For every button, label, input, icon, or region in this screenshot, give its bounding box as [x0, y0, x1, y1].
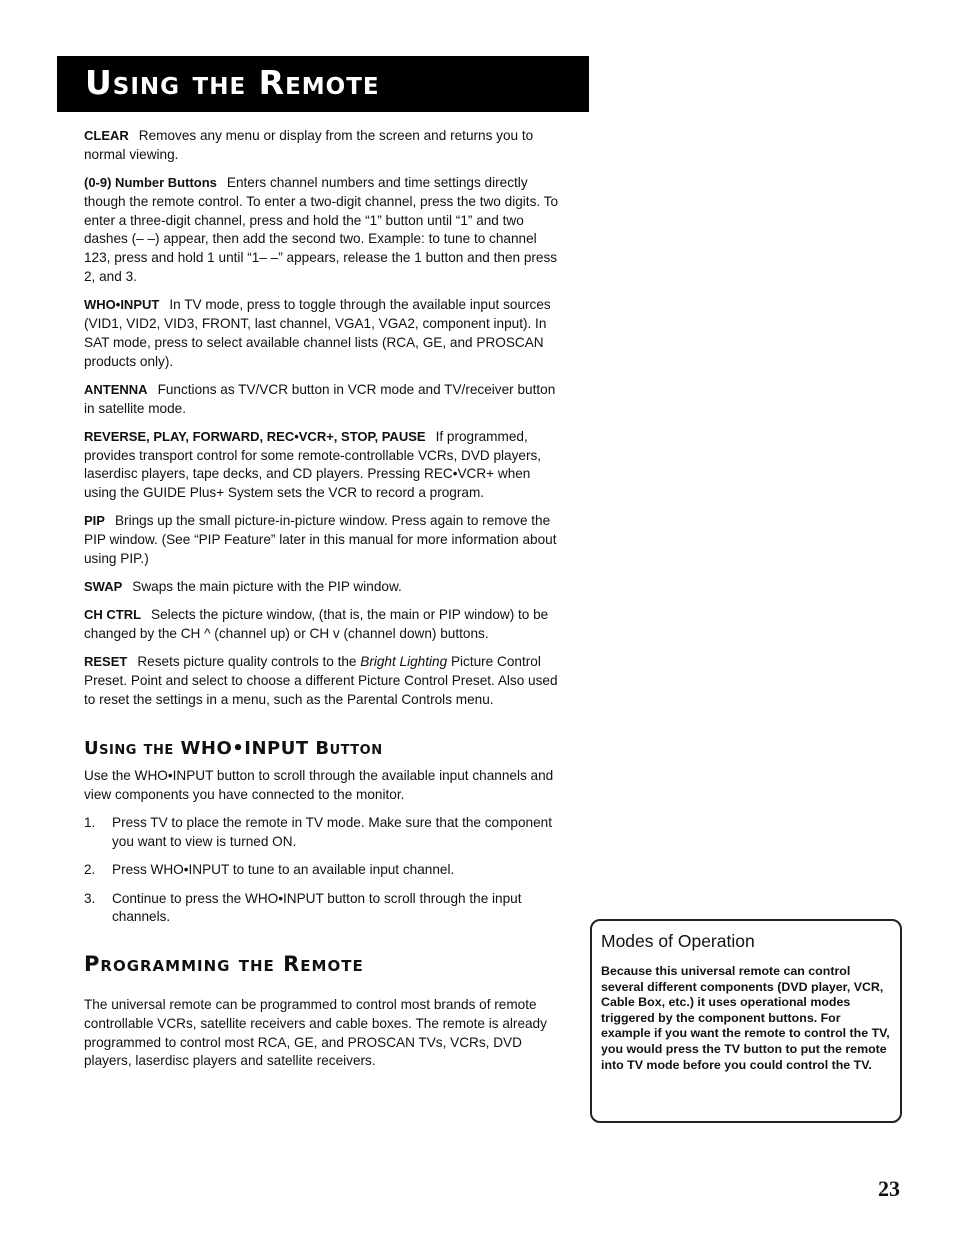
definition-term: SWAP	[84, 579, 123, 595]
definition-desc: Enters channel numbers and time settings directly though the remote control. To enter a two-digit channel, press the two digits. To enter a three-digit channel, press and hold the “1” button until “1” and two dashes (– –) appear, then add the second two. Example: to tune to channel 123, press and hold 1 until “1– –” appears, release the 1 button and then press 2, and 3.	[84, 174, 559, 284]
definition-transport	[84, 428, 566, 503]
programming-body: The universal remote can be programmed to control most brands of remote controllable VCRs, satellite receivers and cable boxes. The remote is already programmed to control most RCA, GE, and PROSCAN TVs, VCRs, DVD players, laserdisc players and satellite receivers.	[84, 996, 547, 1069]
list-item	[84, 814, 566, 852]
page-number: 23	[878, 1176, 900, 1201]
definition-desc: Selects the picture window, (that is, the main or PIP window) to be changed by the CH ^ (channel up) or CH v (channel down) buttons.	[84, 607, 549, 642]
definition-term: REVERSE, PLAY, FORWARD, REC•VCR+, STOP, PAUSE	[84, 428, 426, 444]
step-text: Press WHO•INPUT to tune to an available input channel.	[112, 862, 455, 878]
sidebar-body: Because this universal remote can control several different components (DVD player, VCR, Cable Box, etc.) it uses operational modes triggered by the component buttons. For example if you want the remote to control the TV, you would press the TV button to put the remote into TV mode before you could control the TV.	[601, 964, 890, 1072]
step-number: 3.	[84, 890, 96, 906]
definition-term: PIP	[84, 513, 105, 529]
definition-term: (0-9) Number Buttons	[84, 174, 217, 190]
modes-of-operation-box	[590, 919, 902, 1123]
definition-ch-ctrl	[84, 606, 566, 644]
who-input-section-heading: Using the WHO•INPUT Button	[84, 737, 383, 759]
page-header-bar	[57, 56, 589, 112]
programming-section-heading: Programming the Remote	[84, 952, 364, 977]
definition-desc: Removes any menu or display from the screen and returns you to normal viewing.	[84, 128, 534, 162]
definition-desc: Brings up the small picture-in-picture window. Press again to remove the PIP window. (See “PIP Feature” later in this manual for more information about using PIP.)	[84, 513, 557, 566]
who-input-intro: Use the WHO•INPUT button to scroll through the available input channels and view components you have connected to the monitor.	[84, 768, 554, 803]
definition-number-buttons	[84, 174, 566, 287]
step-text: Press TV to place the remote in TV mode. Make sure that the component you want to view is turned ON.	[112, 815, 553, 850]
definition-reset	[84, 653, 566, 709]
definition-desc: Swaps the main picture with the PIP window.	[132, 579, 402, 595]
definition-swap	[84, 578, 566, 597]
definition-desc-after: Picture Control Preset. Point and select to choose a different Picture Control Preset. Also used to reset the settings in a menu, such as the Parental Controls menu.	[84, 654, 558, 707]
list-item	[84, 861, 566, 880]
page-title: Using the Remote	[85, 63, 380, 102]
definition-term: RESET	[84, 654, 128, 670]
definition-term: CH CTRL	[84, 607, 142, 623]
definition-desc: If programmed, provides transport control for some remote-controllable VCRs, DVD players, laserdisc players, tape decks, and CD players. Pressing REC•VCR+ when using the GUIDE Plus+ System sets the VCR to record a program.	[84, 428, 542, 501]
step-number: 2.	[84, 862, 96, 878]
definition-pip	[84, 512, 566, 568]
sidebar-title: Modes of Operation	[601, 931, 755, 951]
definition-term: CLEAR	[84, 128, 129, 143]
definition-antenna	[84, 381, 566, 419]
main-column	[84, 127, 566, 1081]
definition-desc: Functions as TV/VCR button in VCR mode and TV/receiver button in satellite mode.	[84, 381, 556, 416]
definition-who-input	[84, 296, 566, 371]
definition-desc: In TV mode, press to toggle through the available input sources (VID1, VID2, VID3, FRONT, last channel, VGA1, VGA2, component input). In SAT mode, press to select available channel lists (RCA, GE, and PROSCAN products only).	[84, 297, 551, 369]
step-number: 1.	[84, 815, 96, 831]
definition-desc-before: Resets picture quality controls to the	[137, 654, 357, 670]
who-input-steps	[84, 814, 566, 927]
step-text: Continue to press the WHO•INPUT button to scroll through the input channels.	[112, 890, 522, 925]
definition-clear	[84, 127, 566, 165]
definition-term: WHO•INPUT	[84, 297, 160, 313]
definition-desc-italic: Bright Lighting	[360, 654, 448, 670]
list-item	[84, 890, 566, 928]
definition-term: ANTENNA	[84, 381, 148, 397]
